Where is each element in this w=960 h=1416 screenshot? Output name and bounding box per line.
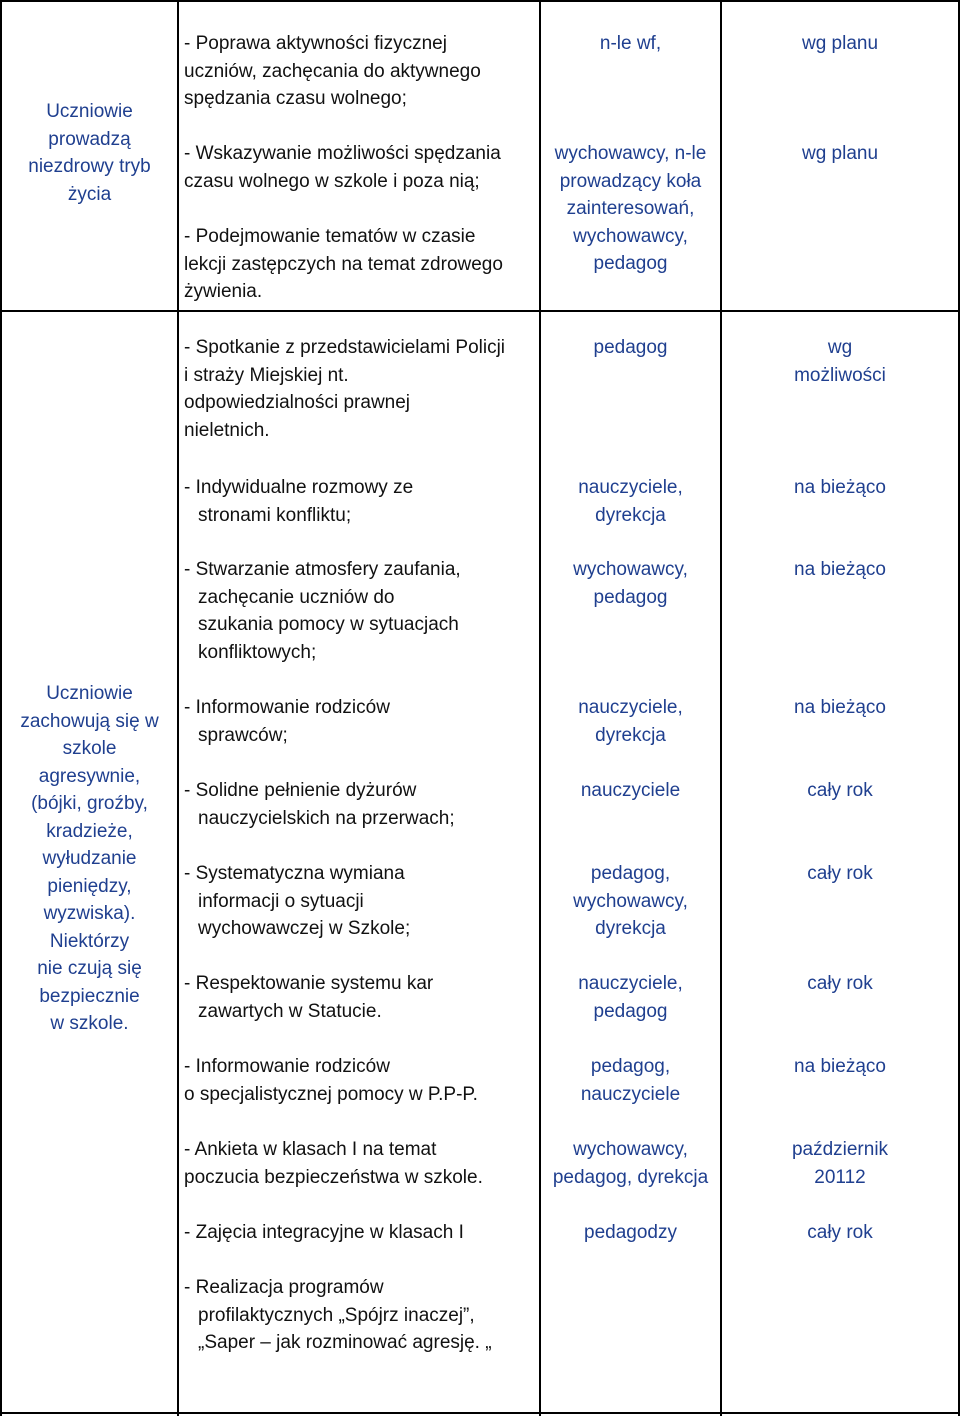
table-border-top — [0, 0, 960, 2]
row2-who-6 — [541, 860, 720, 943]
row2-task-3 — [184, 556, 461, 666]
label-line: pieniędzy, — [47, 875, 132, 897]
task-line: - Indywidualne rozmowy ze — [184, 477, 414, 498]
task-line: - Zajęcia integracyjne w klasach I — [184, 1222, 464, 1243]
label-line: Niektórzy — [49, 930, 130, 952]
when-line: wg planu — [801, 33, 879, 54]
who-line: nauczyciele, — [578, 477, 683, 498]
when-line: na bieżąco — [794, 697, 886, 718]
task-line: czasu wolnego w szkole i poza nią; — [184, 170, 480, 192]
who-line: dyrekcja — [595, 918, 666, 939]
row2-task-2 — [184, 474, 413, 529]
task-line: konfliktowych; — [198, 641, 317, 663]
label-line: bezpiecznie — [39, 985, 140, 1007]
task-line: - Spotkanie z przedstawicielami Policji — [184, 337, 506, 358]
task-line: - Respektowanie systemu kar — [184, 973, 434, 994]
who-line: zainteresowań, — [566, 198, 695, 219]
task-line: - Podejmowanie tematów w czasie — [184, 226, 476, 247]
task-line: - Solidne pełnienie dyżurów — [184, 780, 417, 801]
row1-problem-label — [2, 98, 177, 208]
row2-when-2 — [722, 474, 958, 502]
label-line: w szkole. — [50, 1013, 129, 1034]
task-line: odpowiedzialności prawnej — [184, 392, 411, 413]
task-line: sprawców; — [198, 724, 288, 746]
task-line: nieletnich. — [184, 419, 270, 441]
label-line: wyłudzanie — [42, 848, 137, 869]
row2-when-6 — [722, 860, 958, 888]
who-line: nauczyciele — [580, 780, 681, 801]
who-line: wychowawcy, n-le — [554, 143, 707, 164]
when-line: październik — [791, 1139, 889, 1160]
label-line: życia — [67, 183, 112, 205]
label-line: niezdrowy tryb — [28, 156, 151, 177]
label-line: szkole — [62, 738, 117, 759]
task-line: i straży Miejskiej nt. — [184, 364, 349, 386]
row1-task-2 — [184, 140, 501, 195]
row2-when-3 — [722, 556, 958, 584]
row2-when-4 — [722, 694, 958, 722]
who-line: nauczyciele, — [578, 697, 683, 718]
row1-who-1 — [541, 30, 720, 58]
task-line: uczniów, zachęcania do aktywnego — [184, 60, 481, 82]
task-line: - Wskazywanie możliwości spędzania — [184, 143, 501, 164]
row2-task-8 — [184, 1053, 478, 1108]
row2-task-10 — [184, 1219, 464, 1247]
task-line: informacji o sytuacji — [198, 890, 364, 912]
label-line: Uczniowie — [46, 683, 133, 704]
task-line: poczucia bezpieczeństwa w szkole. — [184, 1166, 483, 1188]
who-line: wychowawcy, — [573, 1139, 688, 1160]
who-line: pedagog, — [590, 1056, 671, 1077]
who-line: pedagog — [593, 1000, 668, 1022]
label-line: nie czują się — [37, 958, 142, 979]
row2-when-1 — [722, 334, 958, 389]
who-line: dyrekcja — [595, 724, 666, 746]
who-line: nauczyciele — [580, 1083, 681, 1105]
row2-task-5 — [184, 777, 455, 832]
label-line: kradzieże, — [46, 820, 133, 842]
row2-when-9 — [722, 1136, 958, 1191]
who-line: pedagog — [593, 586, 668, 608]
when-line: cały rok — [807, 1222, 873, 1243]
label-line: zachowują się w — [20, 710, 159, 732]
row2-who-4 — [541, 694, 720, 749]
who-line: wychowawcy, — [573, 890, 688, 912]
task-line: - Ankieta w klasach I na temat — [184, 1139, 437, 1160]
row2-when-8 — [722, 1053, 958, 1081]
label-line: agresywnie, — [38, 765, 141, 787]
row2-who-7 — [541, 970, 720, 1025]
who-line: pedagog — [593, 253, 668, 274]
when-line: wg planu — [801, 143, 879, 164]
label-line: Uczniowie — [46, 101, 133, 122]
task-line: „Saper – jak rozminować agresję. „ — [198, 1332, 492, 1353]
task-line: - Poprawa aktywności fizycznej — [184, 33, 447, 54]
task-line: - Stwarzanie atmosfery zaufania, — [184, 559, 461, 580]
row2-when-7 — [722, 970, 958, 998]
row1-when-1 — [722, 30, 958, 58]
when-line: na bieżąco — [794, 1056, 886, 1077]
row2-who-9 — [541, 1136, 720, 1191]
task-line: - Informowanie rodziców — [184, 1056, 390, 1077]
row1-when-2 — [722, 140, 958, 168]
when-line: cały rok — [807, 973, 873, 994]
task-line: nauczycielskich na przerwach; — [198, 807, 455, 829]
when-line: wg — [827, 337, 853, 358]
row2-who-10 — [541, 1219, 720, 1247]
who-line: prowadzący koła — [559, 170, 702, 192]
who-line: nauczyciele, — [578, 973, 683, 994]
task-line: lekcji zastępczych na temat zdrowego — [184, 253, 503, 275]
task-line: zawartych w Statucie. — [198, 1000, 382, 1022]
row2-problem-label — [2, 680, 177, 1038]
when-line: cały rok — [807, 780, 873, 801]
when-line: na bieżąco — [794, 559, 886, 580]
label-line: prowadzą — [48, 128, 131, 150]
task-line: szukania pomocy w sytuacjach — [198, 614, 459, 635]
task-line: o specjalistycznej pomocy w P.P-P. — [184, 1083, 478, 1105]
when-line: możliwości — [794, 364, 886, 386]
who-line: n-le wf, — [599, 33, 662, 54]
row2-task-7 — [184, 970, 433, 1025]
who-line: pedagodzy — [584, 1222, 677, 1243]
row1-who-2 — [541, 140, 720, 278]
label-line: (bójki, groźby, — [31, 793, 148, 814]
row2-task-4 — [184, 694, 390, 749]
who-line: dyrekcja — [595, 504, 666, 526]
who-line: pedagog — [593, 337, 668, 358]
task-line: - Systematyczna wymiana — [184, 863, 405, 884]
row1-task-1 — [184, 30, 481, 113]
task-line: wychowawczej w Szkole; — [198, 918, 411, 939]
row2-task-9 — [184, 1136, 483, 1191]
row2-when-10 — [722, 1219, 958, 1247]
when-line: na bieżąco — [794, 477, 886, 498]
row2-when-5 — [722, 777, 958, 805]
row-divider — [0, 310, 960, 312]
row2-task-11 — [184, 1274, 492, 1357]
row2-who-2 — [541, 474, 720, 529]
task-line: stronami konfliktu; — [198, 504, 352, 526]
row2-task-6 — [184, 860, 410, 943]
row2-task-1 — [184, 334, 505, 444]
table-border-bottom — [0, 1412, 960, 1414]
who-line: wychowawcy, — [573, 559, 688, 580]
row2-who-3 — [541, 556, 720, 611]
task-line: zachęcanie uczniów do — [198, 586, 395, 608]
when-line: 20112 — [814, 1166, 866, 1188]
task-line: żywienia. — [184, 281, 263, 302]
task-line: spędzania czasu wolnego; — [184, 88, 407, 109]
row2-who-1 — [541, 334, 720, 362]
who-line: pedagog, dyrekcja — [552, 1166, 709, 1188]
row2-who-8 — [541, 1053, 720, 1108]
task-line: profilaktycznych „Spójrz inaczej”, — [198, 1304, 475, 1326]
who-line: pedagog, — [590, 863, 671, 884]
row2-who-5 — [541, 777, 720, 805]
who-line: wychowawcy, — [573, 225, 688, 247]
row1-task-3 — [184, 223, 503, 306]
task-line: - Realizacja programów — [184, 1277, 384, 1298]
task-line: - Informowanie rodziców — [184, 697, 390, 718]
column-divider-1 — [177, 0, 179, 1416]
when-line: cały rok — [807, 863, 873, 884]
label-line: wyzwiska). — [43, 903, 136, 924]
